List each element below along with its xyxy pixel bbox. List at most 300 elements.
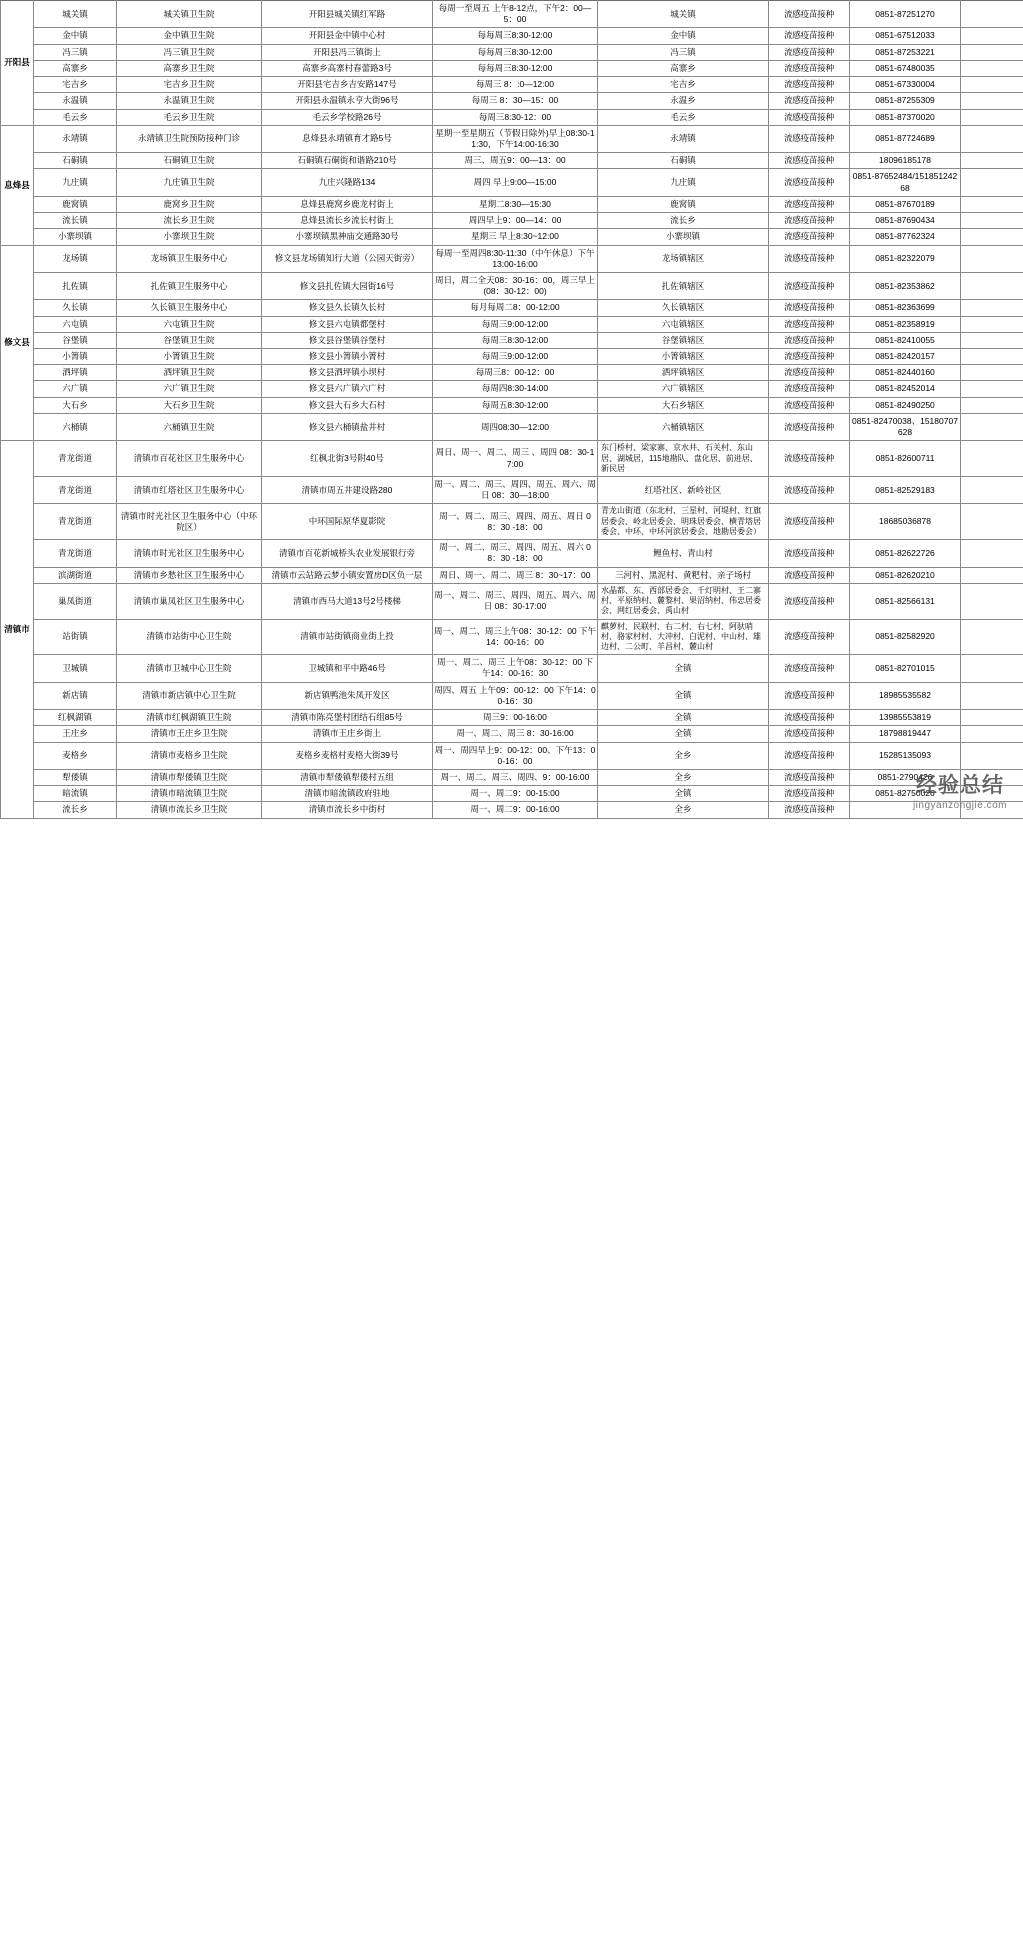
service-cell: 流感疫苗接种 <box>769 272 850 299</box>
table-row <box>1 245 1023 272</box>
time-cell: 每周三8：00-12：00 <box>433 365 598 381</box>
watermark-english-text: jingyanzongjie.com <box>912 799 1007 811</box>
area-cell: 青龙山街道（东北村、三星村、河堤村、红旗居委会、岭北居委会、明珠居委会、横青塔居委会、中环、中环河滨居委会、地勘居委会） <box>598 504 769 540</box>
area-cell: 谷堡镇辖区 <box>598 332 769 348</box>
address-cell: 修文县龙场镇知行大道（公园天街旁） <box>262 245 433 272</box>
address-cell: 开阳县永温镇永亨大街96号 <box>262 93 433 109</box>
blank-cell <box>961 567 1023 583</box>
blank-cell <box>961 109 1023 125</box>
service-cell: 流感疫苗接种 <box>769 381 850 397</box>
time-cell: 周一、周二、周三、周四、周五、周六、周日 08：30-17:00 <box>433 583 598 619</box>
area-cell: 永温乡 <box>598 93 769 109</box>
phone-cell: 0851-87670189 <box>850 196 961 212</box>
service-cell: 流感疫苗接种 <box>769 365 850 381</box>
org-cell: 永靖镇卫生院预防接种门诊 <box>117 125 262 152</box>
area-cell: 扎佐镇辖区 <box>598 272 769 299</box>
address-cell: 清镇市流长乡中街村 <box>262 802 433 818</box>
area-cell: 城关镇 <box>598 1 769 28</box>
time-cell: 每周三9:00-12:00 <box>433 349 598 365</box>
town-cell: 高寨乡 <box>34 60 117 76</box>
blank-cell <box>961 213 1023 229</box>
blank-cell <box>961 77 1023 93</box>
org-cell: 六屯镇卫生院 <box>117 316 262 332</box>
phone-cell: 18798819447 <box>850 726 961 742</box>
blank-cell <box>961 742 1023 769</box>
blank-cell <box>961 245 1023 272</box>
service-cell: 流感疫苗接种 <box>769 567 850 583</box>
blank-cell <box>961 682 1023 709</box>
org-cell: 清镇市流长乡卫生院 <box>117 802 262 818</box>
time-cell: 每周三 8：:0—12:00 <box>433 77 598 93</box>
blank-cell <box>961 196 1023 212</box>
address-cell: 清镇市暗流镇政府驻地 <box>262 786 433 802</box>
org-cell: 清镇市乡愁社区卫生服务中心 <box>117 567 262 583</box>
service-cell: 流感疫苗接种 <box>769 682 850 709</box>
table-row <box>1 44 1023 60</box>
table-row <box>1 619 1023 655</box>
address-cell: 开阳县金中镇中心村 <box>262 28 433 44</box>
table-row <box>1 413 1023 440</box>
address-cell: 修文县小箐镇小箐村 <box>262 349 433 365</box>
table-row <box>1 93 1023 109</box>
phone-cell: 0851-82440160 <box>850 365 961 381</box>
area-cell: 东门桥村、梁家寨、京水井、石关村、东山居、湖城居，115地勘队、盘化居、前进居、新民居 <box>598 441 769 477</box>
phone-cell: 0851-82566131 <box>850 583 961 619</box>
phone-cell: 0851-82600711 <box>850 441 961 477</box>
phone-cell: 0851-82358919 <box>850 316 961 332</box>
area-cell: 高寨乡 <box>598 60 769 76</box>
time-cell: 周一、周二、周三 上午08：30-12：00 下午14：00-16：30 <box>433 655 598 682</box>
service-cell: 流感疫苗接种 <box>769 60 850 76</box>
blank-cell <box>961 802 1023 818</box>
blank-cell <box>961 726 1023 742</box>
time-cell: 每周三 8：30—15：00 <box>433 93 598 109</box>
town-cell: 青龙街道 <box>34 441 117 477</box>
town-cell: 流长镇 <box>34 213 117 229</box>
time-cell: 每周一至周四8:30-11:30（中午休息）下午13:00-16:00 <box>433 245 598 272</box>
phone-cell: 0851-82470038、15180707628 <box>850 413 961 440</box>
service-cell: 流感疫苗接种 <box>769 655 850 682</box>
town-cell: 九庄镇 <box>34 169 117 196</box>
table-row <box>1 332 1023 348</box>
town-cell: 站街镇 <box>34 619 117 655</box>
table-row <box>1 742 1023 769</box>
table-row <box>1 196 1023 212</box>
time-cell: 每周五8:30-12:00 <box>433 397 598 413</box>
time-cell: 每每周三8:30-12:00 <box>433 28 598 44</box>
address-cell: 九庄兴隆路134 <box>262 169 433 196</box>
town-cell: 毛云乡 <box>34 109 117 125</box>
address-cell: 修文县久长镇久长村 <box>262 300 433 316</box>
table-row <box>1 153 1023 169</box>
area-cell: 久长镇辖区 <box>598 300 769 316</box>
table-row <box>1 109 1023 125</box>
service-cell: 流感疫苗接种 <box>769 349 850 365</box>
table-row <box>1 213 1023 229</box>
service-cell: 流感疫苗接种 <box>769 77 850 93</box>
table-row <box>1 786 1023 802</box>
town-cell: 龙场镇 <box>34 245 117 272</box>
area-cell: 全镇 <box>598 726 769 742</box>
area-cell: 六广镇辖区 <box>598 381 769 397</box>
service-cell: 流感疫苗接种 <box>769 316 850 332</box>
org-cell: 小箐镇卫生院 <box>117 349 262 365</box>
time-cell: 周四 早上9:00—15:00 <box>433 169 598 196</box>
service-cell: 流感疫苗接种 <box>769 504 850 540</box>
blank-cell <box>961 413 1023 440</box>
table-row <box>1 77 1023 93</box>
org-cell: 毛云乡卫生院 <box>117 109 262 125</box>
town-cell: 久长镇 <box>34 300 117 316</box>
table-row <box>1 169 1023 196</box>
vaccination-clinic-table <box>0 0 1023 819</box>
org-cell: 清镇市百花社区卫生服务中心 <box>117 441 262 477</box>
address-cell: 修文县扎佐镇大园街16号 <box>262 272 433 299</box>
address-cell: 麦格乡麦格村麦格大街39号 <box>262 742 433 769</box>
county-cell: 开阳县 <box>1 1 34 126</box>
time-cell: 每周三8:30-12:00 <box>433 332 598 348</box>
area-cell: 洒坪镇辖区 <box>598 365 769 381</box>
service-cell: 流感疫苗接种 <box>769 93 850 109</box>
time-cell: 周一、周四早上9：00-12：00、下午13：00-16：00 <box>433 742 598 769</box>
table-row <box>1 300 1023 316</box>
time-cell: 每每周三8:30-12:00 <box>433 44 598 60</box>
phone-cell: 0851-82622726 <box>850 540 961 567</box>
time-cell: 周四早上9：00—14：00 <box>433 213 598 229</box>
table-row <box>1 682 1023 709</box>
town-cell: 青龙街道 <box>34 504 117 540</box>
service-cell: 流感疫苗接种 <box>769 109 850 125</box>
town-cell: 麦格乡 <box>34 742 117 769</box>
service-cell: 流感疫苗接种 <box>769 710 850 726</box>
address-cell: 开阳县宅吉乡吉安路147号 <box>262 77 433 93</box>
org-cell: 金中镇卫生院 <box>117 28 262 44</box>
area-cell: 全镇 <box>598 682 769 709</box>
org-cell: 六桶镇卫生院 <box>117 413 262 440</box>
blank-cell <box>961 477 1023 504</box>
blank-cell <box>961 540 1023 567</box>
address-cell: 高寨乡高寨村春蕾路3号 <box>262 60 433 76</box>
blank-cell <box>961 619 1023 655</box>
time-cell: 周三、周五9：00—13：00 <box>433 153 598 169</box>
area-cell: 石硐镇 <box>598 153 769 169</box>
org-cell: 清镇市暗流镇卫生院 <box>117 786 262 802</box>
phone-cell: 0851-82322079 <box>850 245 961 272</box>
address-cell: 修文县谷堡镇谷堡村 <box>262 332 433 348</box>
time-cell: 每周三9:00-12:00 <box>433 316 598 332</box>
phone-cell: 0851-82353862 <box>850 272 961 299</box>
town-cell: 小寨坝镇 <box>34 229 117 245</box>
town-cell: 小箐镇 <box>34 349 117 365</box>
time-cell: 每周一至周五 上午8-12点，下午2：00—5：00 <box>433 1 598 28</box>
org-cell: 龙场镇卫生服务中心 <box>117 245 262 272</box>
service-cell: 流感疫苗接种 <box>769 802 850 818</box>
blank-cell <box>961 1 1023 28</box>
address-cell: 中环国际原华夏影院 <box>262 504 433 540</box>
area-cell: 全镇 <box>598 710 769 726</box>
county-cell: 修文县 <box>1 245 34 441</box>
area-cell: 冯三镇 <box>598 44 769 60</box>
org-cell: 清镇市新店镇中心卫生院 <box>117 682 262 709</box>
town-cell: 青龙街道 <box>34 477 117 504</box>
table-row <box>1 316 1023 332</box>
service-cell: 流感疫苗接种 <box>769 196 850 212</box>
phone-cell: 0851-82490250 <box>850 397 961 413</box>
phone-cell: 0851-82529183 <box>850 477 961 504</box>
area-cell: 小寨坝镇 <box>598 229 769 245</box>
area-cell: 全镇 <box>598 786 769 802</box>
town-cell: 石硐镇 <box>34 153 117 169</box>
address-cell: 清镇市站街镇商业街上投 <box>262 619 433 655</box>
blank-cell <box>961 397 1023 413</box>
service-cell: 流感疫苗接种 <box>769 397 850 413</box>
blank-cell <box>961 316 1023 332</box>
org-cell: 流长乡卫生院 <box>117 213 262 229</box>
blank-cell <box>961 710 1023 726</box>
time-cell: 每每周三8:30-12:00 <box>433 60 598 76</box>
org-cell: 六广镇卫生院 <box>117 381 262 397</box>
service-cell: 流感疫苗接种 <box>769 413 850 440</box>
phone-cell <box>850 802 961 818</box>
org-cell: 清镇市红枫湖镇卫生院 <box>117 710 262 726</box>
blank-cell <box>961 365 1023 381</box>
org-cell: 清镇市时光社区卫生服务中心（中环院区） <box>117 504 262 540</box>
phone-cell: 0851-82582920 <box>850 619 961 655</box>
blank-cell <box>961 770 1023 786</box>
county-cell: 息烽县 <box>1 125 34 245</box>
table-row <box>1 583 1023 619</box>
area-cell: 龙场镇辖区 <box>598 245 769 272</box>
blank-cell <box>961 60 1023 76</box>
phone-cell: 0851-82452014 <box>850 381 961 397</box>
service-cell: 流感疫苗接种 <box>769 742 850 769</box>
time-cell: 周三9：00-16:00 <box>433 710 598 726</box>
phone-cell: 18985535582 <box>850 682 961 709</box>
time-cell: 周日，周二全天08：30-16：00，周三早上(08：30-12：00) <box>433 272 598 299</box>
org-cell: 清镇市红塔社区卫生服务中心 <box>117 477 262 504</box>
blank-cell <box>961 93 1023 109</box>
town-cell: 金中镇 <box>34 28 117 44</box>
area-cell: 鹿窝镇 <box>598 196 769 212</box>
area-cell: 金中镇 <box>598 28 769 44</box>
table-row <box>1 504 1023 540</box>
address-cell: 修文县六广镇六广村 <box>262 381 433 397</box>
service-cell: 流感疫苗接种 <box>769 583 850 619</box>
town-cell: 六屯镇 <box>34 316 117 332</box>
blank-cell <box>961 583 1023 619</box>
time-cell: 周一、周二、周三 8：30-16:00 <box>433 726 598 742</box>
org-cell: 宅吉乡卫生院 <box>117 77 262 93</box>
time-cell: 每周三8:30-12：00 <box>433 109 598 125</box>
phone-cell: 0851-87762324 <box>850 229 961 245</box>
town-cell: 犁倭镇 <box>34 770 117 786</box>
phone-cell: 0851-67512033 <box>850 28 961 44</box>
area-cell: 九庄镇 <box>598 169 769 196</box>
address-cell: 息烽县流长乡流长村街上 <box>262 213 433 229</box>
area-cell: 流长乡 <box>598 213 769 229</box>
phone-cell: 18096185178 <box>850 153 961 169</box>
address-cell: 卫城镇和平中路46号 <box>262 655 433 682</box>
address-cell: 毛云乡学校路26号 <box>262 109 433 125</box>
service-cell: 流感疫苗接种 <box>769 332 850 348</box>
phone-cell: 0851-82410055 <box>850 332 961 348</box>
phone-cell: 0851-2790426 <box>850 770 961 786</box>
blank-cell <box>961 28 1023 44</box>
address-cell: 修文县六屯镇都堡村 <box>262 316 433 332</box>
address-cell: 清镇市西马大道13号2号楼梯 <box>262 583 433 619</box>
town-cell: 鹿窝镇 <box>34 196 117 212</box>
org-cell: 清镇市犁倭镇卫生院 <box>117 770 262 786</box>
org-cell: 永温镇卫生院 <box>117 93 262 109</box>
service-cell: 流感疫苗接种 <box>769 153 850 169</box>
time-cell: 周一、周二、周三、周四、周五、周六、周日 08：30—18:00 <box>433 477 598 504</box>
table-row <box>1 655 1023 682</box>
time-cell: 每周四8:30-14:00 <box>433 381 598 397</box>
time-cell: 周一、周二、周三、周四、周五、周六 08：30 -18：00 <box>433 540 598 567</box>
phone-cell: 0851-82701015 <box>850 655 961 682</box>
phone-cell: 0851-87724689 <box>850 125 961 152</box>
town-cell: 谷堡镇 <box>34 332 117 348</box>
blank-cell <box>961 300 1023 316</box>
org-cell: 大石乡卫生院 <box>117 397 262 413</box>
table-row <box>1 381 1023 397</box>
phone-cell: 0851-82620210 <box>850 567 961 583</box>
town-cell: 永温镇 <box>34 93 117 109</box>
town-cell: 流长乡 <box>34 802 117 818</box>
service-cell: 流感疫苗接种 <box>769 300 850 316</box>
blank-cell <box>961 349 1023 365</box>
org-cell: 冯三镇卫生院 <box>117 44 262 60</box>
address-cell: 小寨坝镇黑神庙交通路30号 <box>262 229 433 245</box>
town-cell: 大石乡 <box>34 397 117 413</box>
org-cell: 清镇市卫城中心卫生院 <box>117 655 262 682</box>
phone-cell: 0851-87370020 <box>850 109 961 125</box>
table-row <box>1 567 1023 583</box>
service-cell: 流感疫苗接种 <box>769 540 850 567</box>
service-cell: 流感疫苗接种 <box>769 44 850 60</box>
blank-cell <box>961 229 1023 245</box>
table-row <box>1 441 1023 477</box>
blank-cell <box>961 125 1023 152</box>
phone-cell: 0851-82420157 <box>850 349 961 365</box>
service-cell: 流感疫苗接种 <box>769 28 850 44</box>
town-cell: 巢凤街道 <box>34 583 117 619</box>
table-row <box>1 710 1023 726</box>
town-cell: 冯三镇 <box>34 44 117 60</box>
town-cell: 六桶镇 <box>34 413 117 440</box>
org-cell: 清镇市时光社区卫生服务中心 <box>117 540 262 567</box>
time-cell: 每月每周二8：00-12:00 <box>433 300 598 316</box>
table-row <box>1 540 1023 567</box>
town-cell: 永靖镇 <box>34 125 117 152</box>
blank-cell <box>961 504 1023 540</box>
table-row <box>1 477 1023 504</box>
service-cell: 流感疫苗接种 <box>769 245 850 272</box>
address-cell: 清镇市云站路云梦小镇安置房D区负一层 <box>262 567 433 583</box>
table-row <box>1 349 1023 365</box>
service-cell: 流感疫苗接种 <box>769 477 850 504</box>
address-cell: 清镇市犁倭镇犁倭村五组 <box>262 770 433 786</box>
town-cell: 卫城镇 <box>34 655 117 682</box>
table-row <box>1 28 1023 44</box>
time-cell: 周一、周二9：00-15:00 <box>433 786 598 802</box>
area-cell: 全乡 <box>598 802 769 818</box>
phone-cell: 18685036878 <box>850 504 961 540</box>
org-cell: 久长镇卫生服务中心 <box>117 300 262 316</box>
town-cell: 暗流镇 <box>34 786 117 802</box>
table-row <box>1 365 1023 381</box>
service-cell: 流感疫苗接种 <box>769 726 850 742</box>
time-cell: 星期三 早上8:30~12:00 <box>433 229 598 245</box>
address-cell: 修文县大石乡大石村 <box>262 397 433 413</box>
table-row <box>1 125 1023 152</box>
blank-cell <box>961 44 1023 60</box>
blank-cell <box>961 786 1023 802</box>
service-cell: 流感疫苗接种 <box>769 770 850 786</box>
phone-cell: 0851-87253221 <box>850 44 961 60</box>
blank-cell <box>961 272 1023 299</box>
table-row <box>1 272 1023 299</box>
area-cell: 全乡 <box>598 742 769 769</box>
table-body <box>1 1 1023 819</box>
address-cell: 清镇市陈亮堡村团结石组85号 <box>262 710 433 726</box>
org-cell: 九庄镇卫生院 <box>117 169 262 196</box>
town-cell: 城关镇 <box>34 1 117 28</box>
address-cell: 清镇市周五井建设路280 <box>262 477 433 504</box>
phone-cell: 15285135093 <box>850 742 961 769</box>
time-cell: 周四08:30—12:00 <box>433 413 598 440</box>
town-cell: 扎佐镇 <box>34 272 117 299</box>
town-cell: 洒坪镇 <box>34 365 117 381</box>
area-cell: 三河村、黑泥村、黄粑村、亲子场村 <box>598 567 769 583</box>
area-cell: 永靖镇 <box>598 125 769 152</box>
phone-cell: 0851-87690434 <box>850 213 961 229</box>
org-cell: 谷堡镇卫生院 <box>117 332 262 348</box>
service-cell: 流感疫苗接种 <box>769 619 850 655</box>
area-cell: 六屯镇辖区 <box>598 316 769 332</box>
blank-cell <box>961 441 1023 477</box>
table-row <box>1 726 1023 742</box>
table-row <box>1 397 1023 413</box>
org-cell: 城关镇卫生院 <box>117 1 262 28</box>
watermark-chinese-text: 经验总结 <box>915 772 1004 797</box>
address-cell: 石硐镇石硐街和谐路210号 <box>262 153 433 169</box>
time-cell: 周一、周二9：00-16:00 <box>433 802 598 818</box>
org-cell: 扎佐镇卫生服务中心 <box>117 272 262 299</box>
town-cell: 宅吉乡 <box>34 77 117 93</box>
area-cell: 麒萝村、民联村、右二村、右七村、阿驮哨村、骆家村村、大冲村、白泥村、中山村、雄边村、二公町、羊昌村、麓山村 <box>598 619 769 655</box>
time-cell: 周四、周五 上午09：00-12：00 下午14：00-16：30 <box>433 682 598 709</box>
blank-cell <box>961 381 1023 397</box>
area-cell: 全镇 <box>598 655 769 682</box>
town-cell: 新店镇 <box>34 682 117 709</box>
org-cell: 清镇市站街中心卫生院 <box>117 619 262 655</box>
town-cell: 王庄乡 <box>34 726 117 742</box>
time-cell: 星期一至星期五（节假日除外)早上08:30-11:30，下午14:00-16:30 <box>433 125 598 152</box>
org-cell: 洒坪镇卫生院 <box>117 365 262 381</box>
table-row <box>1 229 1023 245</box>
time-cell: 周一、周二、周三、周四、9：00-16:00 <box>433 770 598 786</box>
time-cell: 周日、周一、周二、周三 8：30~17：00 <box>433 567 598 583</box>
table-row <box>1 770 1023 786</box>
area-cell: 小箐镇辖区 <box>598 349 769 365</box>
area-cell: 毛云乡 <box>598 109 769 125</box>
address-cell: 修文县洒坪镇小坝村 <box>262 365 433 381</box>
area-cell: 水晶都、东、西部居委会、千灯明村、王二寨村、平原纳村、麓黎村、果沼纳村、伟忠居委会、网红居委会、禹山村 <box>598 583 769 619</box>
address-cell: 开阳县冯三镇街上 <box>262 44 433 60</box>
area-cell: 鲤鱼村、青山村 <box>598 540 769 567</box>
phone-cell: 0851-87652484/15185124268 <box>850 169 961 196</box>
